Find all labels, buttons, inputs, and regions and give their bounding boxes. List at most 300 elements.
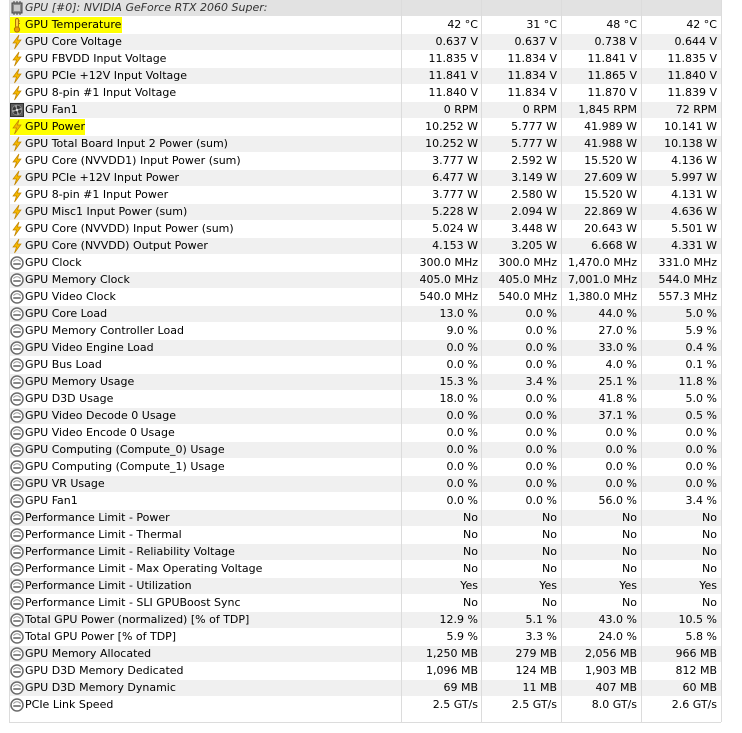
sensor-row[interactable] (0, 510, 742, 527)
value-minimum: 0.637 V (482, 34, 561, 50)
gauge-icon (9, 306, 25, 322)
lightning-icon (9, 221, 25, 237)
value-current: 9.0 % (446, 324, 478, 337)
sensor-label: GPU Memory Clock (25, 273, 130, 286)
value-maximum: 4.0 % (605, 358, 637, 371)
value-maximum: 0.0 % (605, 426, 637, 439)
sensor-row[interactable] (0, 255, 742, 272)
value-minimum: 2.580 W (511, 188, 557, 201)
column-divider (721, 0, 722, 722)
value-average: 0.4 % (641, 340, 721, 356)
sensor-label: GPU Video Encode 0 Usage (25, 426, 175, 439)
value-maximum: 1,903 MB (584, 664, 637, 677)
value-maximum: Yes (561, 578, 641, 594)
value-average: 0.0 % (685, 460, 717, 473)
value-average: 812 MB (675, 664, 717, 677)
value-current: 11.840 V (428, 86, 478, 99)
value-minimum: 0.0 % (482, 476, 561, 492)
sensor-label: GPU Core Load (25, 307, 108, 320)
sensor-label: GPU Video Clock (25, 290, 116, 303)
value-current: 11.841 V (401, 68, 482, 84)
lightning-icon (9, 68, 25, 84)
gauge-icon (9, 289, 25, 305)
column-divider (561, 0, 562, 722)
sensor-label: GPU Misc1 Input Power (sum) (25, 205, 188, 218)
value-maximum: 0.0 % (605, 460, 637, 473)
sensor-row[interactable] (0, 663, 742, 680)
value-maximum: 22.869 W (561, 204, 641, 220)
value-current: 11.835 V (428, 52, 478, 65)
gauge-icon (9, 527, 25, 543)
sensor-row[interactable] (0, 85, 742, 102)
value-maximum: 0.0 % (561, 442, 641, 458)
sensor-row[interactable] (0, 119, 742, 136)
sensor-label: GPU D3D Memory Dynamic (25, 681, 176, 694)
value-cell (561, 0, 641, 16)
value-average: 60 MB (641, 680, 721, 696)
value-average: 5.0 % (641, 306, 721, 322)
lightning-icon (9, 51, 25, 67)
value-maximum: 27.0 % (598, 324, 637, 337)
value-average: 544.0 MHz (641, 272, 721, 288)
sensor-label: Performance Limit - Power (25, 511, 170, 524)
value-minimum: 0.0 % (482, 306, 561, 322)
sensor-row[interactable] (0, 102, 742, 119)
lightning-icon (9, 153, 25, 169)
sensor-label: GPU 8-pin #1 Input Power (25, 188, 169, 201)
sensor-row[interactable] (0, 187, 742, 204)
value-average: 0.0 % (641, 442, 721, 458)
value-minimum: 3.448 W (511, 222, 557, 235)
value-minimum: 11.834 V (507, 86, 557, 99)
value-average: 11.835 V (667, 52, 717, 65)
value-minimum: 405.0 MHz (482, 272, 561, 288)
value-minimum: No (542, 596, 557, 609)
value-maximum: 0.738 V (561, 34, 641, 50)
sensor-label: GPU Core (NVVDD) Output Power (25, 239, 208, 252)
sensor-label: PCIe Link Speed (25, 698, 114, 711)
sensor-label: Performance Limit - Reliability Voltage (25, 545, 235, 558)
value-average: No (641, 544, 721, 560)
sensor-label: GPU Fan1 (25, 494, 78, 507)
sensor-label: GPU PCIe +12V Input Voltage (25, 69, 188, 82)
value-average: 4.331 W (641, 238, 721, 254)
value-minimum: 0.0 % (525, 426, 557, 439)
value-maximum: 11.841 V (587, 52, 637, 65)
sensor-row[interactable] (0, 561, 742, 578)
value-maximum: 56.0 % (598, 494, 637, 507)
value-current: 5.9 % (446, 630, 478, 643)
gauge-icon (9, 357, 25, 373)
sensor-row[interactable] (0, 68, 742, 85)
value-current: 10.252 W (401, 136, 482, 152)
sensor-row[interactable] (0, 493, 742, 510)
value-maximum: 41.989 W (584, 120, 637, 133)
value-maximum: No (622, 596, 637, 609)
value-maximum: No (622, 528, 637, 541)
sensor-row[interactable] (0, 306, 742, 323)
value-minimum: 0.0 % (525, 460, 557, 473)
value-current: No (463, 528, 478, 541)
value-average: 0.5 % (641, 408, 721, 424)
value-current: 0.0 % (446, 358, 478, 371)
value-current: 12.9 % (401, 612, 482, 628)
value-average: 557.3 MHz (658, 290, 717, 303)
value-minimum: 5.777 W (511, 120, 557, 133)
value-minimum: No (542, 562, 557, 575)
sensor-label: GPU 8-pin #1 Input Voltage (25, 86, 177, 99)
sensor-row[interactable] (0, 544, 742, 561)
value-average: 10.5 % (641, 612, 721, 628)
value-current: 4.153 W (401, 238, 482, 254)
gauge-icon (9, 697, 25, 713)
lightning-icon (9, 187, 25, 203)
value-average: No (702, 528, 717, 541)
sensor-row[interactable] (0, 374, 742, 391)
lightning-icon (9, 119, 25, 135)
thermometer-icon (9, 17, 25, 33)
value-current: No (463, 596, 478, 609)
gauge-icon (9, 425, 25, 441)
value-maximum: 0.0 % (561, 476, 641, 492)
gauge-icon (9, 374, 25, 390)
sensor-row[interactable] (0, 680, 742, 697)
value-current: 0.0 % (401, 340, 482, 356)
value-current: 5.024 W (432, 222, 478, 235)
sensor-row[interactable] (0, 459, 742, 476)
value-current: 405.0 MHz (401, 272, 482, 288)
sensor-row[interactable] (0, 612, 742, 629)
sensor-label: GPU Core (NVVDD) Input Power (sum) (25, 222, 234, 235)
value-current: 1,096 MB (425, 664, 478, 677)
sensor-label: Performance Limit - SLI GPUBoost Sync (25, 596, 241, 609)
sensor-label: GPU Clock (25, 256, 82, 269)
value-current: 42 °C (447, 18, 478, 31)
sensor-label: GPU Memory Controller Load (25, 324, 184, 337)
value-average: 72 RPM (641, 102, 721, 118)
value-maximum: 20.643 W (584, 222, 637, 235)
sensor-label: GPU Temperature (25, 18, 122, 31)
value-minimum: 3.4 % (482, 374, 561, 390)
lightning-icon (9, 85, 25, 101)
sensor-label: GPU Total Board Input 2 Power (sum) (25, 137, 228, 150)
sensor-group-header[interactable] (0, 0, 742, 17)
lightning-icon (9, 204, 25, 220)
fan-icon (9, 102, 25, 118)
sensor-row[interactable] (0, 51, 742, 68)
sensor-row[interactable] (0, 289, 742, 306)
sensor-label: GPU PCIe +12V Input Power (25, 171, 179, 184)
value-current: 0.0 % (446, 426, 478, 439)
sensor-label: Performance Limit - Max Operating Voltage (25, 562, 263, 575)
value-average: 42 °C (686, 18, 717, 31)
value-current: 13.0 % (401, 306, 482, 322)
value-average: 0.0 % (685, 426, 717, 439)
sensor-label: GPU Computing (Compute_1) Usage (25, 460, 225, 473)
value-maximum: 15.520 W (584, 154, 637, 167)
sensor-row[interactable] (0, 170, 742, 187)
value-average: No (702, 596, 717, 609)
gauge-icon (9, 510, 25, 526)
sensor-label: GPU FBVDD Input Voltage (25, 52, 167, 65)
gauge-icon (9, 595, 25, 611)
value-maximum: No (561, 510, 641, 526)
value-minimum: 2.5 GT/s (511, 698, 557, 711)
sensor-row[interactable] (0, 340, 742, 357)
value-minimum: 124 MB (515, 664, 557, 677)
value-minimum: 3.3 % (525, 630, 557, 643)
value-maximum: 8.0 GT/s (591, 698, 637, 711)
value-maximum: 27.609 W (561, 170, 641, 186)
gauge-icon (9, 340, 25, 356)
gauge-icon (9, 663, 25, 679)
sensor-row[interactable] (0, 204, 742, 221)
value-average: 5.997 W (641, 170, 721, 186)
sensor-label: Total GPU Power [% of TDP] (25, 630, 177, 643)
value-maximum: 407 MB (561, 680, 641, 696)
value-minimum: 0 RPM (482, 102, 561, 118)
value-minimum: 11 MB (482, 680, 561, 696)
lightning-icon (9, 170, 25, 186)
value-maximum: 1,470.0 MHz (567, 256, 637, 269)
sensor-label: GPU Memory Allocated (25, 647, 152, 660)
gauge-icon (9, 459, 25, 475)
value-average: 5.0 % (685, 392, 717, 405)
sensor-row[interactable] (0, 595, 742, 612)
value-minimum: 0.0 % (525, 494, 557, 507)
sensor-row[interactable] (0, 272, 742, 289)
sensor-row[interactable] (0, 34, 742, 51)
value-current: 0.0 % (446, 494, 478, 507)
value-minimum: 3.205 W (482, 238, 561, 254)
sensor-label: Performance Limit - Thermal (25, 528, 182, 541)
value-maximum: 41.988 W (561, 136, 641, 152)
value-average: 5.9 % (685, 324, 717, 337)
gauge-icon (9, 680, 25, 696)
sensor-label: Performance Limit - Utilization (25, 579, 192, 592)
value-maximum: 11.865 V (561, 68, 641, 84)
gauge-icon (9, 272, 25, 288)
value-maximum: 15.520 W (584, 188, 637, 201)
sensor-row[interactable] (0, 238, 742, 255)
value-cell (641, 0, 721, 16)
value-average: 3.4 % (685, 494, 717, 507)
value-maximum: No (561, 544, 641, 560)
value-maximum: 44.0 % (561, 306, 641, 322)
value-maximum: 37.1 % (561, 408, 641, 424)
value-average: 4.136 W (671, 154, 717, 167)
gauge-icon (9, 408, 25, 424)
gauge-icon (9, 255, 25, 271)
lightning-icon (9, 238, 25, 254)
sensor-row[interactable] (0, 153, 742, 170)
value-minimum: 0.0 % (482, 442, 561, 458)
gauge-icon (9, 646, 25, 662)
sensor-row[interactable] (0, 136, 742, 153)
value-maximum: 11.870 V (587, 86, 637, 99)
value-average: 4.131 W (671, 188, 717, 201)
value-minimum: 0.0 % (525, 324, 557, 337)
value-minimum: 0.0 % (525, 358, 557, 371)
sensor-label: GPU Power (25, 120, 85, 133)
value-maximum: 48 °C (606, 18, 637, 31)
value-current: 0 RPM (401, 102, 482, 118)
sensor-row[interactable] (0, 425, 742, 442)
value-maximum: 1,845 RPM (561, 102, 641, 118)
value-current: 10.252 W (425, 120, 478, 133)
value-cell (482, 0, 561, 16)
value-maximum: 2,056 MB (561, 646, 641, 662)
group-header-label: GPU [#0]: NVIDIA GeForce RTX 2060 Super: (25, 1, 268, 14)
value-average: 4.636 W (641, 204, 721, 220)
gauge-icon (9, 442, 25, 458)
value-current: 0.0 % (401, 476, 482, 492)
value-minimum: 300.0 MHz (498, 256, 557, 269)
column-divider (401, 0, 402, 722)
gauge-icon (9, 578, 25, 594)
value-minimum: 2.592 W (511, 154, 557, 167)
gauge-icon (9, 612, 25, 628)
sensor-label: GPU Memory Usage (25, 375, 135, 388)
value-average: Yes (641, 578, 721, 594)
value-current: 18.0 % (439, 392, 478, 405)
sensor-row[interactable] (0, 442, 742, 459)
value-current: No (401, 544, 482, 560)
value-minimum: 0.0 % (482, 340, 561, 356)
gauge-icon (9, 544, 25, 560)
value-minimum: 5.1 % (482, 612, 561, 628)
value-minimum: 279 MB (482, 646, 561, 662)
value-current: No (463, 562, 478, 575)
sensor-row[interactable] (0, 17, 742, 34)
gauge-icon (9, 323, 25, 339)
value-average: 10.141 W (664, 120, 717, 133)
value-minimum: 31 °C (526, 18, 557, 31)
sensor-row[interactable] (0, 697, 742, 714)
gauge-icon (9, 561, 25, 577)
gauge-icon (9, 629, 25, 645)
value-minimum: 11.834 V (482, 68, 561, 84)
sensor-row[interactable] (0, 646, 742, 663)
value-current: No (401, 510, 482, 526)
column-divider (481, 0, 482, 722)
value-minimum: No (482, 510, 561, 526)
value-maximum: 33.0 % (561, 340, 641, 356)
column-divider (641, 0, 642, 722)
sensor-label: GPU Fan1 (25, 103, 78, 116)
value-average: 11.840 V (641, 68, 721, 84)
sensor-label: GPU Video Engine Load (25, 341, 154, 354)
value-current: 540.0 MHz (419, 290, 478, 303)
value-maximum: 7,001.0 MHz (561, 272, 641, 288)
value-current: 6.477 W (401, 170, 482, 186)
value-average: 966 MB (641, 646, 721, 662)
sensor-label: GPU Computing (Compute_0) Usage (25, 443, 225, 456)
value-maximum: No (622, 562, 637, 575)
value-average: No (702, 562, 717, 575)
sensor-row[interactable] (0, 357, 742, 374)
value-current: 0.0 % (446, 460, 478, 473)
sensor-row[interactable] (0, 408, 742, 425)
value-cell (401, 0, 482, 16)
value-minimum: 5.777 W (482, 136, 561, 152)
value-current: 300.0 MHz (419, 256, 478, 269)
sensor-label: GPU D3D Usage (25, 392, 114, 405)
value-minimum: No (482, 544, 561, 560)
gauge-icon (9, 493, 25, 509)
value-maximum: 1,380.0 MHz (567, 290, 637, 303)
value-minimum: 540.0 MHz (498, 290, 557, 303)
sensor-label: GPU Core (NVVDD1) Input Power (sum) (25, 154, 241, 167)
sensor-row[interactable] (0, 578, 742, 595)
gpu-chip-icon (9, 0, 25, 16)
value-average: 0.644 V (641, 34, 721, 50)
table-bottom-border (9, 722, 721, 723)
value-maximum: 41.8 % (598, 392, 637, 405)
value-minimum: 0.0 % (482, 408, 561, 424)
value-minimum: 0.0 % (525, 392, 557, 405)
value-current: 1,250 MB (401, 646, 482, 662)
value-average: 11.8 % (641, 374, 721, 390)
value-average: 5.501 W (671, 222, 717, 235)
lightning-icon (9, 34, 25, 50)
value-current: 69 MB (401, 680, 482, 696)
value-average: 11.839 V (667, 86, 717, 99)
value-average: 0.0 % (641, 476, 721, 492)
value-average: 5.8 % (685, 630, 717, 643)
value-current: 3.777 W (432, 154, 478, 167)
sensor-label: GPU Video Decode 0 Usage (25, 409, 177, 422)
value-maximum: 6.668 W (561, 238, 641, 254)
value-average: No (641, 510, 721, 526)
value-maximum: 25.1 % (561, 374, 641, 390)
value-minimum: 11.834 V (507, 52, 557, 65)
value-current: 15.3 % (401, 374, 482, 390)
value-current: 3.777 W (432, 188, 478, 201)
sensor-row[interactable] (0, 221, 742, 238)
sensor-row[interactable] (0, 527, 742, 544)
lightning-icon (9, 136, 25, 152)
value-average: 331.0 MHz (658, 256, 717, 269)
value-current: 5.228 W (401, 204, 482, 220)
value-current: 0.637 V (401, 34, 482, 50)
gauge-icon (9, 391, 25, 407)
sensor-row[interactable] (0, 629, 742, 646)
value-average: 0.1 % (685, 358, 717, 371)
value-maximum: 24.0 % (598, 630, 637, 643)
value-current: 0.0 % (401, 408, 482, 424)
value-current: 0.0 % (401, 442, 482, 458)
sensor-label: GPU VR Usage (25, 477, 105, 490)
gauge-icon (9, 476, 25, 492)
value-current: Yes (401, 578, 482, 594)
value-average: 2.6 GT/s (671, 698, 717, 711)
sensor-row[interactable] (0, 391, 742, 408)
sensor-label: Total GPU Power (normalized) [% of TDP] (25, 613, 250, 626)
value-maximum: 43.0 % (561, 612, 641, 628)
value-minimum: 2.094 W (482, 204, 561, 220)
sensor-label: GPU Core Voltage (25, 35, 122, 48)
value-current: 2.5 GT/s (432, 698, 478, 711)
value-minimum: 3.149 W (482, 170, 561, 186)
value-minimum: Yes (482, 578, 561, 594)
sensor-row[interactable] (0, 323, 742, 340)
sensor-label: GPU Bus Load (25, 358, 102, 371)
sensor-row[interactable] (0, 476, 742, 493)
sensor-label: GPU D3D Memory Dedicated (25, 664, 184, 677)
value-average: 10.138 W (641, 136, 721, 152)
value-minimum: No (542, 528, 557, 541)
